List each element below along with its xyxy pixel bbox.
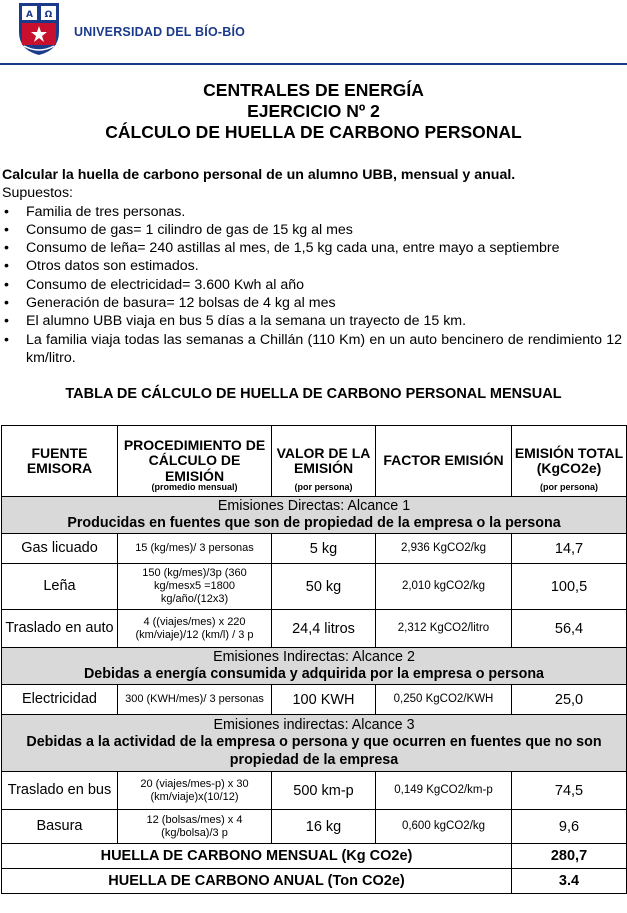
header-procedure-sub: (promedio mensual) [151, 481, 238, 492]
header-value: VALOR DE LA EMISIÓN (por persona) [272, 426, 376, 497]
cell-source: Basura [2, 810, 118, 844]
assumption-item: • Consumo de gas= 1 cilindro de gas de 15 kg al mes [2, 221, 622, 239]
university-name: UNIVERSIDAD DEL BÍO-BÍO [74, 25, 246, 39]
header-rule [0, 63, 627, 65]
cell-procedure: 20 (viajes/mes-p) x 30 (km/viaje)x(10/12) [118, 772, 272, 810]
assumption-item: • Consumo de leña= 240 astillas al mes, de 1,5 kg cada una, entre mayo a septiembre [2, 239, 622, 257]
cell-procedure: 300 (KWH/mes)/ 3 personas [118, 685, 272, 715]
cell-procedure: 15 (kg/mes)/ 3 personas [118, 534, 272, 564]
cell-total: 74,5 [512, 772, 627, 810]
table-title: TABLA DE CÁLCULO DE HUELLA DE CARBONO PERSONAL MENSUAL [65, 386, 562, 402]
cell-procedure: 12 (bolsas/mes) x 4 (kg/bolsa)/3 p [118, 810, 272, 844]
assumption-item: • Otros datos son estimados. [2, 257, 622, 275]
assumption-item: • Consumo de electricidad= 3.600 Kwh al año [2, 276, 622, 294]
cell-source: Leña [2, 564, 118, 610]
cell-total: 56,4 [512, 610, 627, 648]
header-factor: FACTOR EMISIÓN [376, 426, 512, 497]
monthly-total-value: 280,7 [512, 844, 627, 869]
assumption-item: • Generación de basura= 12 bolsas de 4 kg al mes [2, 294, 622, 312]
assumptions-list [2, 203, 622, 368]
page-titles [0, 80, 627, 143]
monthly-total-row [2, 844, 627, 869]
table-row [2, 564, 627, 610]
table-row [2, 685, 627, 715]
header-source: FUENTE EMISORA [2, 426, 118, 497]
annual-total-row [2, 869, 627, 894]
scope-1-row [2, 497, 627, 534]
scope-1-title: Emisiones Directas: Alcance 1 [217, 497, 411, 514]
cell-value: 50 kg [272, 564, 376, 610]
cell-value: 500 km-p [272, 772, 376, 810]
assumption-item: • La familia viaja todas las semanas a Chillán (110 Km) en un auto bencinero de rendimiento 12 km/litro. [2, 331, 622, 368]
cell-total: 100,5 [512, 564, 627, 610]
assumption-item: • Familia de tres personas. [2, 203, 622, 221]
scope-3-title: Emisiones indirectas: Alcance 3 [213, 716, 415, 733]
svg-text:A: A [26, 10, 33, 20]
assumption-item: • El alumno UBB viaja en bus 5 días a la semana un trayecto de 15 km. [2, 312, 622, 330]
scope-2-title: Emisiones Indirectas: Alcance 2 [213, 648, 415, 665]
header-procedure: PROCEDIMIENTO DE CÁLCULO DE EMISIÓN (promedio mensual) [118, 426, 272, 497]
scope-1-description: Producidas en fuentes que son de propiedad de la empresa o la persona [67, 515, 561, 531]
cell-source: Gas licuado [2, 534, 118, 564]
cell-factor: 0,250 KgCO2/KWH [376, 685, 512, 715]
scope-3-row [2, 715, 627, 772]
table-row [2, 610, 627, 648]
title-exercise: EJERCICIO Nº 2 [247, 101, 380, 121]
cell-source: Traslado en auto [2, 610, 118, 648]
header-total-sub: (por persona) [539, 481, 598, 492]
title-course: CENTRALES DE ENERGÍA [203, 80, 424, 100]
carbon-footprint-table [1, 425, 627, 894]
annual-total-value: 3.4 [512, 869, 627, 894]
cell-source: Electricidad [2, 685, 118, 715]
assumptions-label: Supuestos: [2, 185, 73, 202]
header-total: EMISIÓN TOTAL (KgCO2e) (por persona) [512, 426, 627, 497]
svg-text:Ω: Ω [44, 10, 53, 20]
cell-value: 100 KWH [272, 685, 376, 715]
cell-value: 5 kg [272, 534, 376, 564]
cell-factor: 2,936 KgCO2/kg [376, 534, 512, 564]
cell-factor: 0,600 kgCO2/kg [376, 810, 512, 844]
cell-procedure: 150 (kg/mes)/3p (360 kg/mesx5 =1800 kg/año/(12x3) [118, 564, 272, 610]
university-shield-icon [18, 2, 60, 56]
monthly-total-label: HUELLA DE CARBONO MENSUAL (Kg CO2e) [2, 844, 512, 869]
cell-factor: 2,010 kgCO2/kg [376, 564, 512, 610]
scope-3-description: Debidas a la actividad de la empresa o persona y que ocurren en fuentes que no son propiedad de la empresa [26, 734, 602, 768]
cell-factor: 2,312 KgCO2/litro [376, 610, 512, 648]
header-value-sub: (por persona) [294, 481, 353, 492]
scope-2-description: Debidas a energía consumida y adquirida por la empresa o persona [83, 666, 545, 682]
cell-total: 9,6 [512, 810, 627, 844]
header [14, 2, 614, 60]
intro-section [2, 166, 622, 367]
title-topic: CÁLCULO DE HUELLA DE CARBONO PERSONAL [105, 122, 522, 142]
annual-total-label: HUELLA DE CARBONO ANUAL (Ton CO2e) [2, 869, 512, 894]
cell-total: 25,0 [512, 685, 627, 715]
table-row [2, 810, 627, 844]
cell-value: 16 kg [272, 810, 376, 844]
scope-2-row [2, 648, 627, 685]
table-header-row [2, 426, 627, 497]
table-row [2, 534, 627, 564]
task-statement: Calcular la huella de carbono personal de un alumno UBB, mensual y anual. [2, 167, 516, 183]
cell-source: Traslado en bus [2, 772, 118, 810]
cell-factor: 0,149 KgCO2/km-p [376, 772, 512, 810]
cell-total: 14,7 [512, 534, 627, 564]
cell-procedure: 4 ((viajes/mes) x 220 (km/viaje)/12 (km/l) / 3 p [118, 610, 272, 648]
cell-value: 24,4 litros [272, 610, 376, 648]
table-row [2, 772, 627, 810]
